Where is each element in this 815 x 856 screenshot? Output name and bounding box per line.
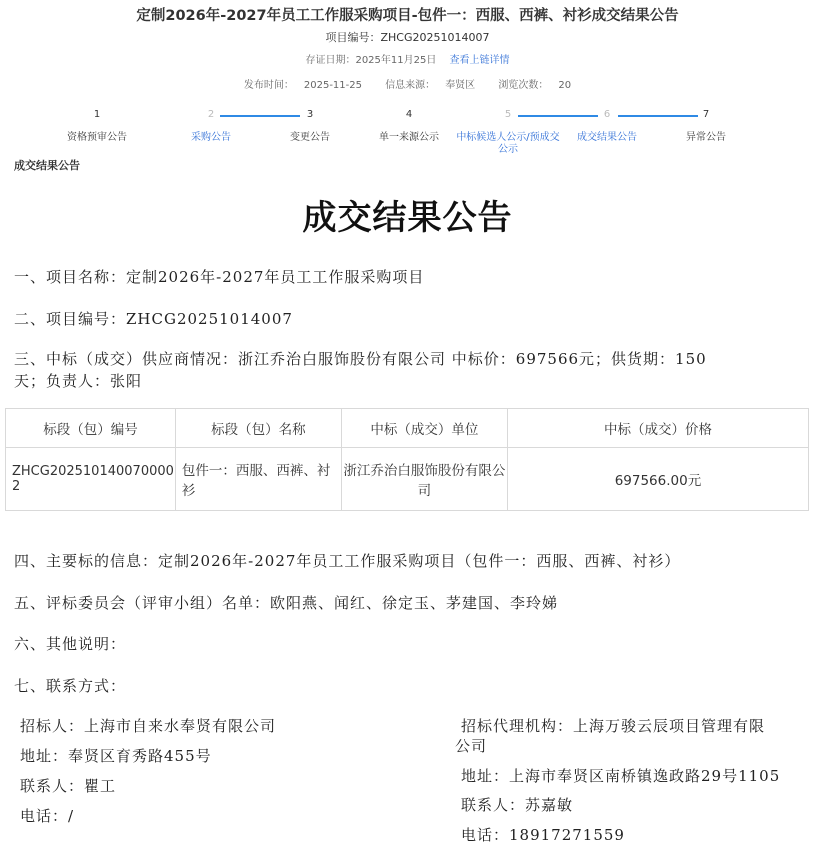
section-project-name: 一、项目名称：定制2026年-2027年员工工作服采购项目 bbox=[14, 268, 425, 286]
table-row bbox=[6, 448, 809, 511]
section-committee: 五、评标委员会（评审小组）名单：欧阳燕、闻红、徐定玉、茅建国、李玲娣 bbox=[14, 594, 559, 612]
buyer-phone: 电话：/ bbox=[20, 807, 75, 825]
process-steps bbox=[0, 108, 815, 158]
step-label: 变更公告 bbox=[290, 132, 330, 143]
cell-lot-name: 包件一：西服、西裤、衬衫 bbox=[175, 448, 341, 511]
cell-winner: 浙江乔治白服饰股份有限公司 bbox=[341, 448, 507, 511]
header-lot-code: 标段（包）编号 bbox=[6, 409, 176, 448]
step-number: 3 bbox=[306, 109, 314, 120]
view-chain-details-link[interactable]: 查看上链详情 bbox=[449, 55, 510, 66]
cell-price: 697566.00元 bbox=[507, 448, 808, 511]
step-number: 7 bbox=[702, 109, 710, 120]
step-label: 成交结果公告 bbox=[577, 132, 637, 143]
step-label: 单一来源公示 bbox=[379, 132, 439, 143]
step-label: 资格预审公告 bbox=[67, 132, 127, 143]
view-count: 浏览次数： 20 bbox=[498, 80, 572, 91]
header-winner: 中标（成交）单位 bbox=[341, 409, 507, 448]
publish-meta bbox=[0, 76, 815, 91]
header-price: 中标（成交）价格 bbox=[507, 409, 808, 448]
buyer-address: 地址：奉贤区育秀路455号 bbox=[20, 747, 212, 765]
project-number-label: 项目编号： bbox=[325, 31, 381, 44]
step-result-notice[interactable] bbox=[552, 108, 662, 144]
section-subject-info: 四、主要标的信息：定制2026年-2027年员工工作服采购项目（包件一：西服、西裤、衬衫） bbox=[14, 552, 681, 570]
publish-time: 发布时间： 2025-11-25 bbox=[243, 80, 362, 91]
agent-org-line2: 公司 bbox=[455, 737, 488, 755]
step-number: 2 bbox=[207, 109, 215, 120]
page-title: 定制2026年-2027年员工工作服采购项目-包件一：西服、西裤、衬衫成交结果公告 bbox=[136, 8, 679, 24]
step-candidate-notice[interactable] bbox=[453, 108, 563, 156]
header-lot-name: 标段（包）名称 bbox=[175, 409, 341, 448]
cert-date-label: 存证日期： bbox=[305, 55, 356, 66]
section-project-number: 二、项目编号：ZHCG20251014007 bbox=[14, 310, 293, 328]
cert-date-value: 2025年11月25日 bbox=[355, 55, 437, 66]
section-other-notes: 六、其他说明： bbox=[14, 635, 127, 653]
step-label: 采购公告 bbox=[191, 132, 231, 143]
award-table bbox=[5, 408, 809, 511]
step-number: 1 bbox=[93, 109, 101, 120]
info-source: 信息来源： 奉贤区 bbox=[385, 80, 476, 91]
step-label: 异常公告 bbox=[686, 132, 726, 143]
agent-person: 联系人：苏嘉敏 bbox=[461, 796, 574, 814]
step-change-notice[interactable] bbox=[255, 108, 365, 144]
breadcrumb: 成交结果公告 bbox=[14, 159, 80, 172]
step-number: 6 bbox=[603, 109, 611, 120]
agent-phone: 电话：18917271559 bbox=[461, 826, 625, 844]
cell-lot-code: ZHCG202510140070000​2 bbox=[6, 448, 176, 511]
step-number: 4 bbox=[405, 109, 413, 120]
step-number: 5 bbox=[504, 109, 512, 120]
step-abnormal-notice[interactable] bbox=[651, 108, 761, 144]
certificate-info bbox=[0, 51, 815, 66]
step-prequalification[interactable] bbox=[42, 108, 152, 144]
project-number bbox=[0, 29, 815, 45]
buyer-org: 招标人：上海市自来水奉贤有限公司 bbox=[20, 717, 277, 735]
section-supplier-line1: 三、中标（成交）供应商情况：浙江乔治白服饰股份有限公司 中标价：697566元；供货期：150 bbox=[14, 350, 707, 368]
agent-org-line1: 招标代理机构：上海万骏云辰项目管理有限 bbox=[461, 717, 766, 735]
step-single-source[interactable] bbox=[354, 108, 464, 144]
table-header-row bbox=[6, 409, 809, 448]
section-supplier-line2: 天；负责人：张阳 bbox=[14, 372, 143, 390]
section-contact: 七、联系方式： bbox=[14, 677, 127, 695]
step-procurement-notice[interactable] bbox=[156, 108, 266, 144]
step-label: 中标候选人公示/预成交公示 bbox=[456, 132, 560, 155]
project-number-value: ZHCG20251014007 bbox=[380, 31, 490, 44]
document-title: 成交结果公告 bbox=[302, 198, 513, 238]
buyer-person: 联系人：瞿工 bbox=[20, 777, 117, 795]
agent-address: 地址：上海市奉贤区南桥镇逸政路29号1105 bbox=[461, 767, 781, 785]
